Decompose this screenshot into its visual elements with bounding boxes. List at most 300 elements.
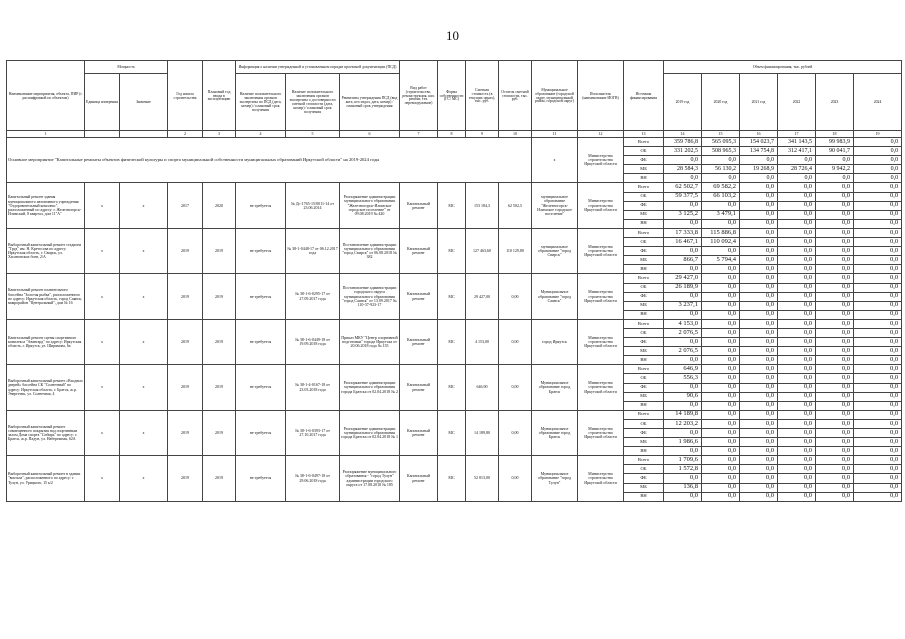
amount-cell: 0,0 (816, 292, 854, 301)
amount-cell: 0,0 (778, 456, 816, 465)
amount-cell: 0,0 (778, 383, 816, 392)
index-cell: 3 (203, 131, 236, 138)
amount-cell: 0,0 (816, 338, 854, 347)
amount-cell: 0,0 (816, 347, 854, 356)
object-value: х (120, 228, 168, 273)
amount-cell: 341 143,5 (778, 138, 816, 147)
object-year-start: 2017 (168, 183, 203, 228)
amount-cell: 0,0 (778, 265, 816, 274)
object-name: Капитальный ремонт здания муниципального автономного учреждения "Оздоровительный комплекс", расположенный по адресу: г. Железногорск-Илимский, 8 квартал, дом 11"А" (7, 183, 85, 228)
object-approval: Постановление администрации муниципального образования "город Свирск" от 06.08.2018 № 382 (340, 228, 400, 273)
source-cell: ОБ (624, 419, 664, 428)
amount-cell: 0,0 (778, 156, 816, 165)
object-work-type: Капитальный ремонт (400, 365, 438, 410)
header-psd-info: Информация о наличии утвержденной и установленном порядке проектной документации (ПСД) (236, 61, 400, 74)
header-value: Значение (120, 74, 168, 131)
header-year-2021: 2021 год (740, 74, 778, 131)
investment-table (6, 60, 902, 502)
amount-cell: 0,0 (778, 247, 816, 256)
amount-cell: 1 986,6 (664, 438, 702, 447)
amount-cell: 3 237,1 (664, 301, 702, 310)
index-cell: 8 (438, 131, 466, 138)
amount-cell: 0,0 (854, 156, 902, 165)
table-header (7, 61, 902, 138)
amount-cell: 0,0 (816, 410, 854, 419)
amount-cell: 0,0 (778, 328, 816, 337)
index-cell: 15 (702, 131, 740, 138)
amount-cell: 0,0 (816, 429, 854, 438)
source-cell: ВН (624, 492, 664, 501)
source-cell: ФБ (624, 247, 664, 256)
amount-cell: 0,0 (778, 401, 816, 410)
object-cost: 4 153,00 (466, 319, 499, 364)
amount-cell: 29 427,0 (664, 274, 702, 283)
amount-cell: 0,0 (854, 374, 902, 383)
object-executor: Министерство строительства Иркутской области (578, 183, 624, 228)
object-work-type: Капитальный ремонт (400, 228, 438, 273)
object-unit: х (85, 456, 120, 501)
amount-cell: 556,3 (664, 374, 702, 383)
amount-cell: 0,0 (854, 165, 902, 174)
amount-cell: 0,0 (740, 447, 778, 456)
object-executor: Министерство строительства Иркутской области (578, 228, 624, 273)
amount-cell: 0,0 (816, 465, 854, 474)
amount-cell: 0,0 (778, 374, 816, 383)
amount-cell: 0,0 (778, 356, 816, 365)
amount-cell: 0,0 (740, 483, 778, 492)
table-row (7, 319, 902, 328)
amount-cell: 0,0 (702, 274, 740, 283)
source-cell: ФБ (624, 156, 664, 165)
amount-cell: 866,7 (664, 256, 702, 265)
amount-cell: 28 726,4 (778, 165, 816, 174)
object-value: х (120, 456, 168, 501)
object-costing: № 38-1-6-0393-17 от 27.10.2017 года (286, 410, 340, 455)
header-costing: Наличие положительного заключения органов экспертизы о достоверности сметной стоимости (дата, номер) / плановый срок получения (286, 74, 340, 131)
object-remaining: 0,00 (499, 319, 532, 364)
index-cell: 11 (532, 131, 578, 138)
amount-cell: 0,0 (778, 392, 816, 401)
amount-cell: 0,0 (702, 410, 740, 419)
object-value: х (120, 274, 168, 319)
object-value: х (120, 319, 168, 364)
amount-cell: 0,0 (854, 210, 902, 219)
object-municipal: муниципальное образование "Железногорск-Илимское городское поселение" (532, 183, 578, 228)
amount-cell: 0,0 (664, 247, 702, 256)
amount-cell: 0,0 (740, 238, 778, 247)
source-cell: ФБ (624, 429, 664, 438)
amount-cell: 0,0 (702, 419, 740, 428)
source-cell: ФБ (624, 201, 664, 210)
source-cell: ФБ (624, 383, 664, 392)
table-row (7, 183, 902, 192)
object-ownership: МС (438, 456, 466, 501)
object-year-start: 2019 (168, 410, 203, 455)
object-name: Выборочный капитальный ремонт в здании "вокзала", расположенного по адресу: г. Тулун, ул. Урицкого, 15 к/2 (7, 456, 85, 501)
source-cell: Всего (624, 228, 664, 237)
header-estimated-cost: Сметная стоимость (в текущих ценах), тыс. руб. (466, 61, 499, 131)
amount-cell: 0,0 (664, 447, 702, 456)
amount-cell: 0,0 (854, 483, 902, 492)
object-work-type: Капитальный ремонт (400, 456, 438, 501)
object-executor: Министерство строительства Иркутской области (578, 456, 624, 501)
object-year-finish: 2020 (203, 183, 236, 228)
amount-cell: 0,0 (664, 356, 702, 365)
amount-cell: 0,0 (740, 310, 778, 319)
object-unit: х (85, 228, 120, 273)
amount-cell: 0,0 (854, 192, 902, 201)
object-remaining: 0,00 (499, 274, 532, 319)
amount-cell: 0,0 (816, 156, 854, 165)
source-cell: ОБ (624, 147, 664, 156)
object-municipal: Муниципальное образование город Братск (532, 410, 578, 455)
object-ownership: МС (438, 274, 466, 319)
object-remaining: 0,00 (499, 365, 532, 410)
amount-cell: 0,0 (778, 419, 816, 428)
amount-cell: 0,0 (664, 156, 702, 165)
amount-cell: 0,0 (740, 456, 778, 465)
object-year-finish: 2019 (203, 319, 236, 364)
object-value: х (120, 183, 168, 228)
amount-cell: 0,0 (702, 483, 740, 492)
object-remaining: 62 502,5 (499, 183, 532, 228)
object-year-start: 2019 (168, 319, 203, 364)
amount-cell: 0,0 (740, 292, 778, 301)
amount-cell: 0,0 (816, 228, 854, 237)
amount-cell: 0,0 (664, 401, 702, 410)
amount-cell: 1 709,6 (664, 456, 702, 465)
amount-cell: 0,0 (778, 301, 816, 310)
object-name: Выборочный капитальный ремонт совмещенного покрытия над спортивным залом Дома спорта "Сибирь" по адресу: г. Братск, ж.р. Падун, ул. Набережная, 62А (7, 410, 85, 455)
header-ownership: Форма собственности (ГС/ МС) (438, 61, 466, 131)
index-cell (85, 131, 120, 138)
object-year-finish: 2019 (203, 365, 236, 410)
amount-cell: 0,0 (854, 447, 902, 456)
source-cell: Всего (624, 138, 664, 147)
index-cell: 6 (340, 131, 400, 138)
object-executor: Министерство строительства Иркутской области (578, 365, 624, 410)
amount-cell: 0,0 (854, 228, 902, 237)
amount-cell: 0,0 (854, 147, 902, 156)
header-remaining-cost: Остаток сметной стоимости, тыс. руб. (499, 61, 532, 131)
amount-cell: 17 333,8 (664, 228, 702, 237)
amount-cell: 66 103,2 (702, 192, 740, 201)
header-unit: Единица измерения (85, 74, 120, 131)
amount-cell: 110 092,4 (702, 238, 740, 247)
amount-cell: 0,0 (778, 410, 816, 419)
amount-cell: 0,0 (740, 210, 778, 219)
amount-cell: 0,0 (854, 383, 902, 392)
object-approval: Распоряжение администрации муниципального образования города Братска от 02.04.2018 № 1 (340, 410, 400, 455)
object-municipal: муниципальное образование "город Свирск" (532, 228, 578, 273)
amount-cell: 0,0 (702, 374, 740, 383)
source-cell: ВН (624, 219, 664, 228)
amount-cell: 0,0 (854, 338, 902, 347)
amount-cell: 0,0 (816, 247, 854, 256)
object-approval: Распоряжение администрации муниципального образования города Братска от 02.04.2018 № 2 (340, 365, 400, 410)
amount-cell: 19 268,9 (740, 165, 778, 174)
amount-cell: 0,0 (664, 338, 702, 347)
amount-cell: 0,0 (854, 429, 902, 438)
amount-cell: 0,0 (854, 438, 902, 447)
source-cell: ВН (624, 174, 664, 183)
amount-cell: 0,0 (702, 174, 740, 183)
amount-cell: 0,0 (778, 192, 816, 201)
amount-cell: 0,0 (702, 201, 740, 210)
amount-cell: 0,0 (702, 347, 740, 356)
amount-cell: 136,8 (664, 483, 702, 492)
object-approval: Распоряжение администрации муниципального образования "Железногорск-Илимское городское поселение" от 09.08.2019 № 420 (340, 183, 400, 228)
source-cell: ВН (624, 310, 664, 319)
object-year-start: 2019 (168, 228, 203, 273)
amount-cell: 0,0 (778, 338, 816, 347)
amount-cell: 0,0 (816, 265, 854, 274)
header-municipal: Муниципальное образование (городской округ, муниципальный район, городской округ) (532, 61, 578, 131)
amount-cell: 9 942,2 (816, 165, 854, 174)
amount-cell: 0,0 (816, 238, 854, 247)
object-executor: Министерство строительства Иркутской области (578, 410, 624, 455)
amount-cell: 0,0 (778, 256, 816, 265)
amount-cell: 0,0 (702, 438, 740, 447)
amount-cell: 0,0 (778, 292, 816, 301)
source-cell: ФБ (624, 338, 664, 347)
header-year-start: Год начала строительства (168, 61, 203, 131)
index-cell: 12 (578, 131, 624, 138)
object-year-finish: 2019 (203, 410, 236, 455)
amount-cell: 69 582,2 (702, 183, 740, 192)
source-cell: МБ (624, 438, 664, 447)
amount-cell: 3 479,1 (702, 210, 740, 219)
amount-cell: 0,0 (778, 365, 816, 374)
object-year-start: 2019 (168, 274, 203, 319)
amount-cell: 0,0 (854, 201, 902, 210)
source-cell: МБ (624, 301, 664, 310)
amount-cell: 3 125,2 (664, 210, 702, 219)
object-work-type: Капитальный ремонт (400, 319, 438, 364)
amount-cell: 0,0 (740, 192, 778, 201)
source-cell: Всего (624, 456, 664, 465)
table-row (7, 138, 902, 147)
source-cell: Всего (624, 319, 664, 328)
index-cell: 17 (778, 131, 816, 138)
header-name: Наименование мероприятия, объекта, ПИР (с расшифровкой по объектам) (7, 61, 85, 131)
amount-cell: 62 502,7 (664, 183, 702, 192)
amount-cell: 0,0 (702, 301, 740, 310)
source-cell: ОБ (624, 192, 664, 201)
amount-cell: 0,0 (778, 238, 816, 247)
page-number: 10 (446, 28, 459, 43)
object-municipal: Муниципальное образование "город Тулун" (532, 456, 578, 501)
object-ownership: МС (438, 228, 466, 273)
source-cell: ФБ (624, 292, 664, 301)
amount-cell: 0,0 (778, 347, 816, 356)
amount-cell: 0,0 (664, 174, 702, 183)
amount-cell: 0,0 (816, 483, 854, 492)
object-expertise: не требуется (236, 456, 286, 501)
table-row (7, 456, 902, 465)
object-approval: Распоряжение муниципального образования - "город Тулун" администрации городского округа от 17.08.2018 № 185 (340, 456, 400, 501)
source-cell: ОБ (624, 465, 664, 474)
amount-cell: 28 584,3 (664, 165, 702, 174)
index-cell: 9 (466, 131, 499, 138)
object-costing: № 38-1-6-0449-18 от 19.09.2018 года (286, 319, 340, 364)
object-costing: № 38-1-4-0167-18 от 23.03.2018 года (286, 365, 340, 410)
index-cell: 19 (854, 131, 902, 138)
amount-cell: 0,0 (854, 310, 902, 319)
amount-cell: 0,0 (702, 292, 740, 301)
amount-cell: 0,0 (854, 401, 902, 410)
source-cell: ВН (624, 265, 664, 274)
amount-cell: 0,0 (816, 492, 854, 501)
amount-cell: 0,0 (854, 265, 902, 274)
amount-cell: 0,0 (854, 328, 902, 337)
amount-cell: 0,0 (702, 247, 740, 256)
amount-cell: 59 377,5 (664, 192, 702, 201)
amount-cell: 0,0 (740, 228, 778, 237)
amount-cell: 154 023,7 (740, 138, 778, 147)
amount-cell: 0,0 (740, 201, 778, 210)
object-year-start: 2019 (168, 365, 203, 410)
amount-cell: 0,0 (816, 174, 854, 183)
amount-cell: 0,0 (664, 292, 702, 301)
object-ownership: МС (438, 319, 466, 364)
amount-cell: 0,0 (740, 465, 778, 474)
amount-cell: 0,0 (740, 256, 778, 265)
object-municipal: Муниципальное образование "город Саянск" (532, 274, 578, 319)
amount-cell: 0,0 (816, 474, 854, 483)
amount-cell: 0,0 (778, 447, 816, 456)
amount-cell: 0,0 (702, 456, 740, 465)
object-cost: 153 184,3 (466, 183, 499, 228)
amount-cell: 4 153,0 (664, 319, 702, 328)
amount-cell: 0,0 (854, 410, 902, 419)
amount-cell: 0,0 (702, 392, 740, 401)
header-year-2019: 2019 год (664, 74, 702, 131)
amount-cell: 0,0 (854, 274, 902, 283)
amount-cell: 0,0 (854, 347, 902, 356)
amount-cell: 0,0 (816, 401, 854, 410)
amount-cell: 0,0 (664, 201, 702, 210)
amount-cell: 0,0 (740, 392, 778, 401)
amount-cell: 0,0 (816, 447, 854, 456)
object-expertise: не требуется (236, 183, 286, 228)
object-work-type: Капитальный ремонт (400, 410, 438, 455)
amount-cell: 0,0 (702, 383, 740, 392)
object-year-finish: 2019 (203, 274, 236, 319)
object-ownership: МС (438, 183, 466, 228)
header-year-2024: 2024 (854, 74, 902, 131)
amount-cell: 0,0 (664, 383, 702, 392)
amount-cell: 99 983,9 (816, 138, 854, 147)
amount-cell: 90,6 (664, 392, 702, 401)
amount-cell: 0,0 (778, 492, 816, 501)
amount-cell: 115 886,8 (702, 228, 740, 237)
amount-cell: 0,0 (740, 338, 778, 347)
amount-cell: 0,0 (816, 301, 854, 310)
amount-cell: 0,0 (778, 429, 816, 438)
source-cell: МБ (624, 165, 664, 174)
amount-cell: 0,0 (854, 301, 902, 310)
source-cell: ВН (624, 447, 664, 456)
object-approval: Постановление администрации городского округа муниципального образования "город Саянск" от 13.09.2017 № 110-37-923-17 (340, 274, 400, 319)
amount-cell: 2 076,5 (664, 328, 702, 337)
object-name: Выборочный капитальный ремонт стадиона "Труд" им. Н. Кретосова по адресу: Иркутская область, г. Свирск, ул. Хасановских боев, 2/А (7, 228, 85, 273)
amount-cell: 0,0 (702, 401, 740, 410)
object-work-type: Капитальный ремонт (400, 274, 438, 319)
amount-cell: 0,0 (740, 401, 778, 410)
amount-cell: 0,0 (778, 228, 816, 237)
source-cell: ВН (624, 356, 664, 365)
source-cell: ФБ (624, 474, 664, 483)
object-costing: № Дс-1765-15/0011-14 от 23.06.2014 (286, 183, 340, 228)
amount-cell: 0,0 (664, 310, 702, 319)
amount-cell: 0,0 (816, 319, 854, 328)
index-cell: 16 (740, 131, 778, 138)
object-value: х (120, 365, 168, 410)
amount-cell: 56 130,2 (702, 165, 740, 174)
amount-cell: 0,0 (740, 410, 778, 419)
amount-cell: 0,0 (740, 429, 778, 438)
amount-cell: 0,0 (816, 192, 854, 201)
header-funding: Объем финансирования, тыс. рублей (664, 61, 902, 74)
amount-cell: 0,0 (740, 183, 778, 192)
amount-cell: 0,0 (740, 356, 778, 365)
amount-cell: 0,0 (816, 256, 854, 265)
object-unit: х (85, 319, 120, 364)
object-cost: 14 189,80 (466, 410, 499, 455)
amount-cell: 0,0 (702, 265, 740, 274)
source-cell: ВН (624, 401, 664, 410)
amount-cell: 0,0 (778, 465, 816, 474)
object-name: Выборочный капитальный ремонт «Входных дверей» бассейна СК "Солнечный" по адресу: Иркутская область, г. Братск, ж.р. Энергетик, ул. Солнечная, 4 (7, 365, 85, 410)
amount-cell: 0,0 (854, 492, 902, 501)
amount-cell: 0,0 (702, 319, 740, 328)
header-year-2022: 2022 (778, 74, 816, 131)
amount-cell: 0,0 (854, 138, 902, 147)
amount-cell: 0,0 (702, 283, 740, 292)
source-cell: МБ (624, 392, 664, 401)
amount-cell: 0,0 (778, 201, 816, 210)
amount-cell: 0,0 (740, 265, 778, 274)
amount-cell: 0,0 (664, 265, 702, 274)
amount-cell: 0,0 (854, 392, 902, 401)
amount-cell: 312 417,1 (778, 147, 816, 156)
source-cell: ОБ (624, 238, 664, 247)
amount-cell: 0,0 (702, 474, 740, 483)
section-municipal: х (532, 138, 578, 183)
header-work-type: Вид работ (строительство, реконструкция, кап. ремонт, тех. перевооружение) (400, 61, 438, 131)
object-approval: Приказ МКУ "Центр спортивной подготовки" города Иркутска от 20.06.2018 года № 135 (340, 319, 400, 364)
object-name: Капитальный ремонт сцены спортивного комплекса "Авангард" по адресу: Иркутская область, г. Иркутск, ул. Ширямова, 6а (7, 319, 85, 364)
index-cell: 4 (236, 131, 286, 138)
amount-cell: 0,0 (854, 283, 902, 292)
amount-cell: 0,0 (854, 174, 902, 183)
amount-cell: 565 095,3 (702, 138, 740, 147)
amount-cell: 0,0 (816, 356, 854, 365)
object-expertise: не требуется (236, 365, 286, 410)
amount-cell: 0,0 (778, 183, 816, 192)
header-executor: Исполнитель (наименование ИОГВ) (578, 61, 624, 131)
object-cost: 52 813,00 (466, 456, 499, 501)
amount-cell: 0,0 (740, 174, 778, 183)
object-year-finish: 2019 (203, 456, 236, 501)
index-cell: 18 (816, 131, 854, 138)
amount-cell: 0,0 (740, 328, 778, 337)
index-cell (120, 131, 168, 138)
amount-cell: 0,0 (854, 183, 902, 192)
index-cell: 13 (624, 131, 664, 138)
amount-cell: 0,0 (854, 292, 902, 301)
